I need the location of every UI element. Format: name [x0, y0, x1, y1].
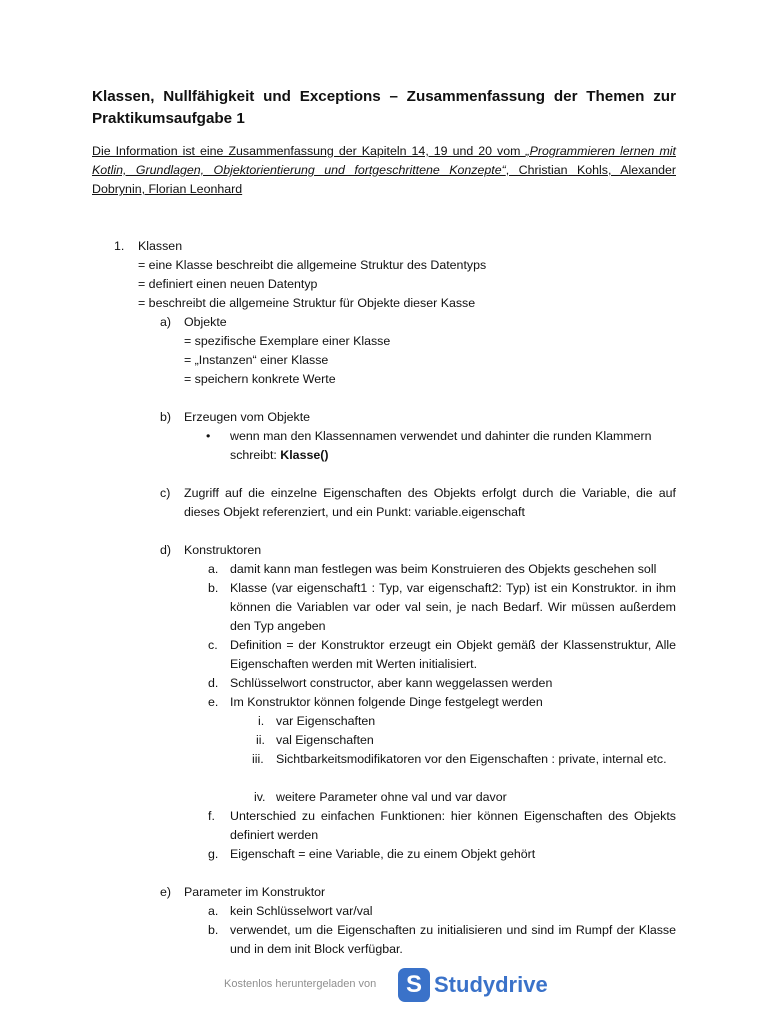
- subsection-heading: Konstruktoren: [184, 543, 262, 557]
- bullet-text: wenn man den Klassennamen verwendet und dahinter die runden Klammern: [230, 429, 652, 443]
- roman-label: iii.: [252, 752, 264, 766]
- subsection-heading: Parameter im Konstruktor: [184, 885, 326, 899]
- section-number: 1.: [114, 239, 125, 253]
- definition-line: = beschreibt die allgemeine Struktur für Objekte dieser Kasse: [138, 296, 476, 310]
- konstruktor-item: Unterschied zu einfachen Funktionen: hier können Eigenschaften des Objekts definiert werden: [230, 809, 676, 842]
- item-label: a.: [208, 562, 219, 576]
- objekte-line: = spezifische Exemplare einer Klasse: [184, 334, 391, 348]
- document-title: Klassen, Nullfähigkeit und Exceptions – Zusammenfassung der Themen zur Praktikumsaufgabe 1: [92, 88, 676, 127]
- parameter-item: kein Schlüsselwort var/val: [230, 904, 373, 918]
- subsection-label: e): [160, 885, 172, 899]
- konstruktor-item: Klasse (var eigenschaft1 : Typ, var eigenschaft2: Typ) ist ein Konstruktor. in ihm können die Variablen var oder val sein, je nach Bedarf. Wir müssen außerdem den Typ angeben: [230, 581, 676, 633]
- item-label: a.: [208, 904, 219, 918]
- studydrive-logo-icon[interactable]: [398, 968, 430, 1002]
- konstruktor-item: Im Konstruktor können folgende Dinge festgelegt werden: [230, 695, 543, 709]
- konstruktor-item: damit kann man festlegen was beim Konstruieren des Objekts geschehen soll: [230, 562, 657, 576]
- parameter-item: verwendet, um die Eigenschaften zu initialisieren und sind im Rumpf der Klasse und in dem init Block verfügbar.: [230, 923, 676, 956]
- intro-paragraph: [92, 142, 676, 199]
- zugriff-line: Zugriff auf die einzelne Eigenschaften des Objekts erfolgt durch die Variable, die auf: [184, 486, 676, 500]
- subsection-heading: Erzeugen vom Objekte: [184, 410, 311, 424]
- subsection-label: a): [160, 315, 172, 329]
- definition-line: = definiert einen neuen Datentyp: [138, 277, 318, 291]
- studydrive-brand[interactable]: Studydrive: [434, 972, 548, 997]
- subsection-label: d): [160, 543, 172, 557]
- item-label: b.: [208, 581, 219, 595]
- konstruktor-item: Eigenschaft = eine Variable, die zu einem Objekt gehört: [230, 847, 536, 861]
- roman-label: ii.: [256, 733, 265, 747]
- logo-letter: S: [405, 971, 422, 998]
- bullet-icon: •: [206, 429, 211, 443]
- roman-item: Sichtbarkeitsmodifikatoren vor den Eigenschaften : private, internal etc.: [276, 752, 667, 766]
- roman-label: iv.: [254, 790, 266, 804]
- objekte-line: = speichern konkrete Werte: [184, 372, 336, 386]
- konstruktor-item: Definition = der Konstruktor erzeugt ein Objekt gemäß der Klassenstruktur, Alle Eigenschaften werden mit Werten initialisiert.: [230, 638, 676, 671]
- code-example: Klasse(): [280, 448, 329, 462]
- item-label: f.: [208, 809, 215, 823]
- item-label: g.: [208, 847, 219, 861]
- definition-line: = eine Klasse beschreibt die allgemeine Struktur des Datentyps: [138, 258, 487, 272]
- roman-label: i.: [258, 714, 265, 728]
- intro-authors: , Christian Kohls, Alexander Dobrynin, Florian Leonhard: [92, 163, 676, 196]
- bullet-text-prefix: schreibt:: [230, 448, 281, 462]
- subsection-heading: Objekte: [184, 315, 227, 329]
- roman-item: val Eigenschaften: [276, 733, 374, 747]
- subsection-label: b): [160, 410, 172, 424]
- intro-lead: Die Information ist eine Zusammenfassung der Kapiteln 14, 19 und 20 vom: [92, 144, 526, 158]
- item-label: e.: [208, 695, 219, 709]
- konstruktor-item: Schlüsselwort constructor, aber kann weggelassen werden: [230, 676, 553, 690]
- bullet-text-cont: [230, 446, 329, 465]
- item-label: c.: [208, 638, 218, 652]
- roman-item: weitere Parameter ohne val und var davor: [276, 790, 507, 804]
- section-heading: Klassen: [138, 239, 183, 253]
- zugriff-line: dieses Objekt referenziert, und ein Punkt: variable.eigenschaft: [184, 505, 525, 519]
- footer-text: Kostenlos heruntergeladen von: [224, 978, 377, 990]
- objekte-line: = „Instanzen“ einer Klasse: [184, 353, 329, 367]
- item-label: d.: [208, 676, 219, 690]
- intro-book-title: „Programmieren lernen mit Kotlin, Grundlagen, Objektorientierung und fortgeschrittene Konzepte“: [92, 144, 676, 177]
- roman-item: var Eigenschaften: [276, 714, 376, 728]
- item-label: b.: [208, 923, 219, 937]
- subsection-label: c): [160, 486, 171, 500]
